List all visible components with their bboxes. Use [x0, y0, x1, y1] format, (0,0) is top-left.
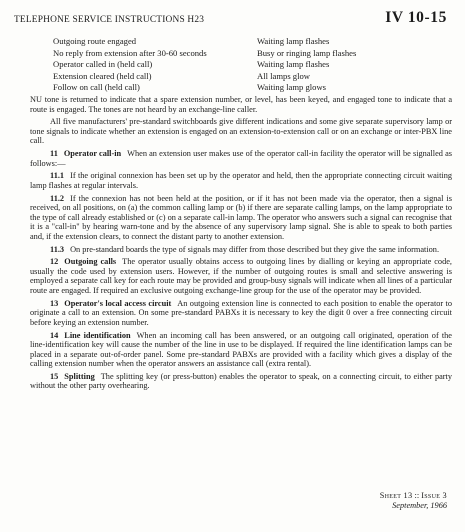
section-text: The splitting key (or press-button) enables the operator to speak, on a connecting circuit, to either party without the other party overhearing. — [30, 371, 452, 391]
section-11-1 — [30, 171, 452, 190]
issue-date: September, 1966 — [392, 501, 447, 510]
signal-event: Follow on call (held call) — [53, 82, 140, 93]
section-text: When an incoming call has been answered, or an outgoing call originated, operation of the line-identification key will cause the number of the line in use to be displayed. If required the line identification lamps can be placed in a separate out-of-order panel. Some pre-standard PABXs are provided with a facility which gives a display of the calling extension number when the operator answers an assistance call (extra rental). — [30, 330, 452, 369]
section-number: 13 — [50, 298, 59, 308]
signal-event: Operator called in (held call) — [53, 59, 153, 70]
section-15 — [30, 372, 452, 391]
page-footer — [380, 491, 447, 511]
paragraph-nu-tone: NU tone is returned to indicate that a spare extension number, or level, has been keyed, and engaged tone to indicate that a route is engaged. The tones are not heard by an exchange-line caller. — [30, 95, 452, 114]
signal-row — [53, 71, 433, 83]
footer-separator: :: — [414, 491, 420, 500]
signal-row — [53, 59, 433, 71]
section-number: IV 10-15 — [385, 9, 447, 26]
signal-event: Outgoing route engaged — [53, 36, 137, 46]
subsection-text: If the connexion has not been held at the position, or if it has not been made via the operator, then a signal is received, on all positions, on (a) the common calling lamp or (b) if there are separate calling lamps, on the lamp appropriate to the type of call already established or (c) on a separate call-in lamp. The operator who answers such a signal can recognise that it is a "call-in" by hearing warn-tone and by the absence of any supervisory lamp signal. She is able to speak to both parties and, if the extension clears, to connect the distant party to another extension. — [30, 193, 452, 241]
signal-row — [53, 36, 433, 48]
subsection-text: If the original connexion has been set up by the operator and held, then the appropriate connecting circuit waiting lamp flashes at regular intervals. — [30, 171, 452, 190]
sheet-issue-line — [380, 491, 447, 501]
section-text: An outgoing extension line is connected to each position to enable the operator to originate a call to an extension. On some pre-standard PABXs it is necessary to key the digit 0 over a free connecting circuit before keying an extension number. — [30, 298, 452, 327]
signal-event: Extension cleared (held call) — [53, 70, 152, 81]
section-text: When an extension user makes use of the operator call-in facility the operator will be signalled as follows:— — [30, 149, 452, 168]
signal-table — [53, 36, 433, 94]
signal-row — [53, 48, 433, 60]
section-title: Outgoing calls — [64, 257, 117, 267]
section-12 — [30, 257, 452, 295]
section-11-3 — [30, 245, 452, 255]
section-number: 12 — [50, 257, 59, 267]
section-text: The operator usually obtains access to outgoing lines by dialling or keying an appropriate code, usually the code used by extension users. However, if the number of outgoing routes is small and selective answering is employed a separate call key for each route may be provided and group-busy signals will indicate when all lines of a particular route are engaged. If required an exclusive outgoing exchange-line group for the use of the operator may be provided. — [30, 257, 452, 295]
paragraph-all-five: All five manufacturers' pre-standard switchboards give different indications and some give separate supervisory lamp or tone signals to indicate whether an extension is engaged on an extension-to-extension call or on an exchange or inter-PBX line call. — [30, 117, 452, 146]
section-number: 14 — [50, 330, 59, 340]
sheet-label: Sheet 13 — [379, 491, 413, 500]
signal-indication: All lamps glow — [257, 70, 310, 81]
section-11-2 — [30, 194, 452, 242]
section-number: 11 — [50, 149, 58, 159]
signal-indication: Waiting lamp glows — [257, 82, 327, 93]
signal-indication: Busy or ringing lamp flashes — [257, 47, 357, 58]
subsection-number: 11.1 — [50, 171, 65, 181]
section-number: 15 — [50, 371, 59, 381]
subsection-number: 11.2 — [50, 193, 65, 203]
section-title: Operator call-in — [63, 149, 122, 159]
signal-indication: Waiting lamp flashes — [257, 36, 330, 46]
subsection-number: 11.3 — [50, 244, 65, 254]
section-13 — [30, 299, 452, 328]
document-title: TELEPHONE SERVICE INSTRUCTIONS H23 — [14, 15, 205, 25]
signal-event: No reply from extension after 30-60 seconds — [53, 47, 207, 58]
signal-row — [53, 82, 433, 94]
signal-indication: Waiting lamp flashes — [257, 59, 330, 70]
issue-label: Issue 3 — [421, 491, 447, 500]
page-header — [14, 9, 447, 31]
document-body — [30, 95, 452, 394]
section-title: Line identification — [64, 330, 131, 340]
section-11 — [30, 149, 452, 168]
section-14 — [30, 331, 452, 369]
section-title: Splitting — [64, 371, 95, 381]
subsection-text: On pre-standard boards the type of signals may differ from those described but they give the same information. — [70, 244, 440, 254]
section-title: Operator's local access circuit — [64, 298, 172, 308]
